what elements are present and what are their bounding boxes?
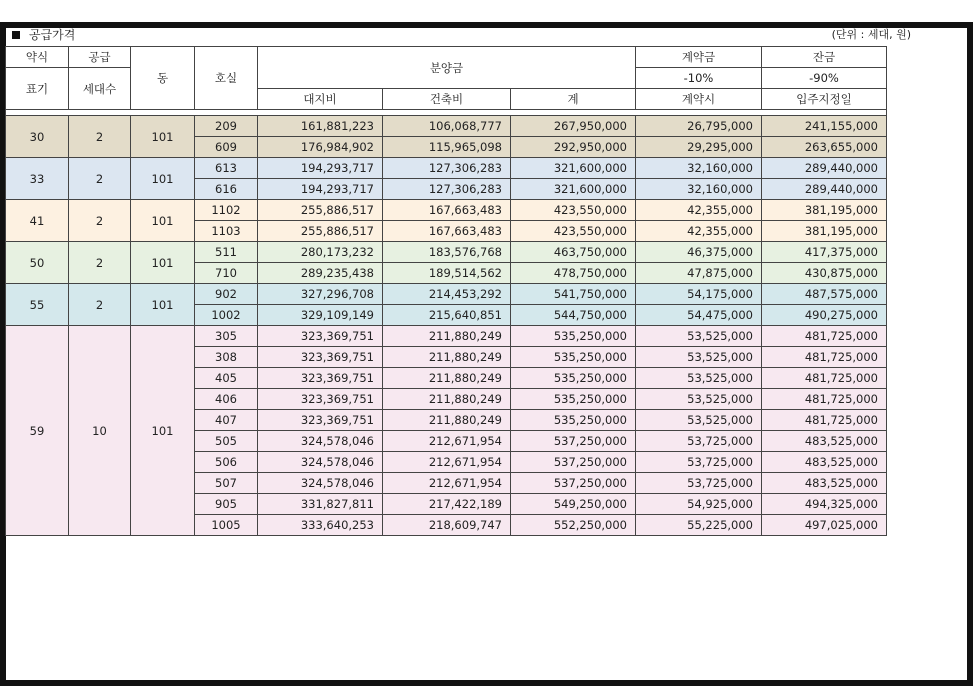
deposit-cell: 54,925,000 xyxy=(636,494,762,515)
total-cell: 537,250,000 xyxy=(511,473,636,494)
deposit-cell: 53,525,000 xyxy=(636,347,762,368)
balance-cell: 481,725,000 xyxy=(762,326,887,347)
balance-cell: 289,440,000 xyxy=(762,158,887,179)
total-cell: 267,950,000 xyxy=(511,116,636,137)
unit-no-cell: 613 xyxy=(195,158,258,179)
balance-cell: 497,025,000 xyxy=(762,515,887,536)
unit-no-cell: 405 xyxy=(195,368,258,389)
supply-count-cell: 2 xyxy=(69,158,131,200)
header-balance: 잔금 xyxy=(762,47,887,68)
balance-cell: 417,375,000 xyxy=(762,242,887,263)
total-cell: 321,600,000 xyxy=(511,179,636,200)
unit-no-cell: 506 xyxy=(195,452,258,473)
total-cell: 535,250,000 xyxy=(511,389,636,410)
unit-no-cell: 1102 xyxy=(195,200,258,221)
unit-no-cell: 406 xyxy=(195,389,258,410)
land-cost-cell: 329,109,149 xyxy=(258,305,383,326)
deposit-cell: 32,160,000 xyxy=(636,179,762,200)
table-row xyxy=(6,242,887,263)
total-cell: 537,250,000 xyxy=(511,452,636,473)
balance-cell: 481,725,000 xyxy=(762,368,887,389)
land-cost-cell: 324,578,046 xyxy=(258,452,383,473)
building-cost-cell: 218,609,747 xyxy=(383,515,511,536)
section-title xyxy=(12,26,75,43)
land-cost-cell: 323,369,751 xyxy=(258,368,383,389)
type-cell: 30 xyxy=(6,116,69,158)
unit-no-cell: 511 xyxy=(195,242,258,263)
header-sale-price: 분양금 xyxy=(258,47,636,89)
balance-cell: 430,875,000 xyxy=(762,263,887,284)
total-cell: 463,750,000 xyxy=(511,242,636,263)
land-cost-cell: 161,881,223 xyxy=(258,116,383,137)
dong-cell: 101 xyxy=(131,242,195,284)
table-row xyxy=(6,200,887,221)
building-cost-cell: 127,306,283 xyxy=(383,179,511,200)
header-supply-bottom: 세대수 xyxy=(69,68,131,110)
unit-no-cell: 1103 xyxy=(195,221,258,242)
deposit-cell: 53,525,000 xyxy=(636,368,762,389)
unit-no-cell: 209 xyxy=(195,116,258,137)
balance-cell: 490,275,000 xyxy=(762,305,887,326)
header-dong: 동 xyxy=(131,47,195,110)
balance-cell: 381,195,000 xyxy=(762,200,887,221)
header-supply-top: 공급 xyxy=(69,47,131,68)
deposit-cell: 54,175,000 xyxy=(636,284,762,305)
header-deposit: 계약금 xyxy=(636,47,762,68)
land-cost-cell: 323,369,751 xyxy=(258,326,383,347)
building-cost-cell: 211,880,249 xyxy=(383,347,511,368)
balance-cell: 241,155,000 xyxy=(762,116,887,137)
header-unit-no: 호실 xyxy=(195,47,258,110)
building-cost-cell: 212,671,954 xyxy=(383,473,511,494)
header-deposit-pct: -10% xyxy=(636,68,762,89)
land-cost-cell: 280,173,232 xyxy=(258,242,383,263)
total-cell: 537,250,000 xyxy=(511,431,636,452)
header-land: 대지비 xyxy=(258,89,383,110)
type-cell: 33 xyxy=(6,158,69,200)
building-cost-cell: 212,671,954 xyxy=(383,452,511,473)
table-row xyxy=(6,158,887,179)
building-cost-cell: 183,576,768 xyxy=(383,242,511,263)
supply-count-cell: 2 xyxy=(69,200,131,242)
land-cost-cell: 289,235,438 xyxy=(258,263,383,284)
total-cell: 541,750,000 xyxy=(511,284,636,305)
total-cell: 535,250,000 xyxy=(511,410,636,431)
table-row xyxy=(6,284,887,305)
land-cost-cell: 333,640,253 xyxy=(258,515,383,536)
balance-cell: 483,525,000 xyxy=(762,452,887,473)
total-cell: 544,750,000 xyxy=(511,305,636,326)
total-cell: 535,250,000 xyxy=(511,368,636,389)
table-row xyxy=(6,116,887,137)
land-cost-cell: 194,293,717 xyxy=(258,158,383,179)
balance-cell: 481,725,000 xyxy=(762,347,887,368)
building-cost-cell: 115,965,098 xyxy=(383,137,511,158)
land-cost-cell: 324,578,046 xyxy=(258,473,383,494)
square-bullet-icon xyxy=(12,31,20,39)
unit-no-cell: 407 xyxy=(195,410,258,431)
deposit-cell: 32,160,000 xyxy=(636,158,762,179)
deposit-cell: 54,475,000 xyxy=(636,305,762,326)
deposit-cell: 42,355,000 xyxy=(636,221,762,242)
total-cell: 423,550,000 xyxy=(511,221,636,242)
building-cost-cell: 212,671,954 xyxy=(383,431,511,452)
balance-cell: 381,195,000 xyxy=(762,221,887,242)
deposit-cell: 42,355,000 xyxy=(636,200,762,221)
total-cell: 535,250,000 xyxy=(511,347,636,368)
deposit-cell: 29,295,000 xyxy=(636,137,762,158)
balance-cell: 289,440,000 xyxy=(762,179,887,200)
deposit-cell: 53,525,000 xyxy=(636,389,762,410)
header-deposit-when: 계약시 xyxy=(636,89,762,110)
building-cost-cell: 106,068,777 xyxy=(383,116,511,137)
total-cell: 549,250,000 xyxy=(511,494,636,515)
total-cell: 423,550,000 xyxy=(511,200,636,221)
deposit-cell: 53,725,000 xyxy=(636,431,762,452)
unit-no-cell: 710 xyxy=(195,263,258,284)
balance-cell: 263,655,000 xyxy=(762,137,887,158)
balance-cell: 481,725,000 xyxy=(762,389,887,410)
dong-cell: 101 xyxy=(131,158,195,200)
header-balance-pct: -90% xyxy=(762,68,887,89)
deposit-cell: 47,875,000 xyxy=(636,263,762,284)
land-cost-cell: 323,369,751 xyxy=(258,347,383,368)
land-cost-cell: 255,886,517 xyxy=(258,200,383,221)
header-building: 건축비 xyxy=(383,89,511,110)
total-cell: 321,600,000 xyxy=(511,158,636,179)
land-cost-cell: 327,296,708 xyxy=(258,284,383,305)
unit-no-cell: 905 xyxy=(195,494,258,515)
type-cell: 55 xyxy=(6,284,69,326)
dong-cell: 101 xyxy=(131,200,195,242)
land-cost-cell: 331,827,811 xyxy=(258,494,383,515)
balance-cell: 494,325,000 xyxy=(762,494,887,515)
supply-count-cell: 2 xyxy=(69,116,131,158)
deposit-cell: 53,525,000 xyxy=(636,410,762,431)
building-cost-cell: 127,306,283 xyxy=(383,158,511,179)
total-cell: 535,250,000 xyxy=(511,326,636,347)
land-cost-cell: 324,578,046 xyxy=(258,431,383,452)
header-type-top: 약식 xyxy=(6,47,69,68)
type-cell: 50 xyxy=(6,242,69,284)
header-row-1 xyxy=(6,47,887,68)
building-cost-cell: 214,453,292 xyxy=(383,284,511,305)
balance-cell: 487,575,000 xyxy=(762,284,887,305)
balance-cell: 481,725,000 xyxy=(762,410,887,431)
deposit-cell: 26,795,000 xyxy=(636,116,762,137)
land-cost-cell: 323,369,751 xyxy=(258,410,383,431)
header-balance-when: 입주지정일 xyxy=(762,89,887,110)
building-cost-cell: 167,663,483 xyxy=(383,221,511,242)
unit-note: (단위 : 세대, 원) xyxy=(831,28,911,41)
land-cost-cell: 323,369,751 xyxy=(258,389,383,410)
building-cost-cell: 215,640,851 xyxy=(383,305,511,326)
section-title-text: 공급가격 xyxy=(29,28,76,42)
balance-cell: 483,525,000 xyxy=(762,473,887,494)
unit-no-cell: 505 xyxy=(195,431,258,452)
header-type-bottom: 표기 xyxy=(6,68,69,110)
building-cost-cell: 211,880,249 xyxy=(383,326,511,347)
land-cost-cell: 194,293,717 xyxy=(258,179,383,200)
balance-cell: 483,525,000 xyxy=(762,431,887,452)
total-cell: 478,750,000 xyxy=(511,263,636,284)
deposit-cell: 55,225,000 xyxy=(636,515,762,536)
supply-count-cell: 10 xyxy=(69,326,131,536)
building-cost-cell: 211,880,249 xyxy=(383,368,511,389)
deposit-cell: 53,525,000 xyxy=(636,326,762,347)
type-cell: 59 xyxy=(6,326,69,536)
unit-no-cell: 616 xyxy=(195,179,258,200)
land-cost-cell: 255,886,517 xyxy=(258,221,383,242)
land-cost-cell: 176,984,902 xyxy=(258,137,383,158)
unit-no-cell: 507 xyxy=(195,473,258,494)
supply-count-cell: 2 xyxy=(69,284,131,326)
supply-price-table xyxy=(5,46,887,536)
unit-no-cell: 902 xyxy=(195,284,258,305)
building-cost-cell: 211,880,249 xyxy=(383,410,511,431)
dong-cell: 101 xyxy=(131,326,195,536)
building-cost-cell: 167,663,483 xyxy=(383,200,511,221)
unit-no-cell: 609 xyxy=(195,137,258,158)
building-cost-cell: 189,514,562 xyxy=(383,263,511,284)
deposit-cell: 46,375,000 xyxy=(636,242,762,263)
dong-cell: 101 xyxy=(131,116,195,158)
type-cell: 41 xyxy=(6,200,69,242)
building-cost-cell: 217,422,189 xyxy=(383,494,511,515)
unit-no-cell: 1005 xyxy=(195,515,258,536)
deposit-cell: 53,725,000 xyxy=(636,473,762,494)
header-total: 계 xyxy=(511,89,636,110)
table-row xyxy=(6,326,887,347)
supply-count-cell: 2 xyxy=(69,242,131,284)
unit-no-cell: 308 xyxy=(195,347,258,368)
deposit-cell: 53,725,000 xyxy=(636,452,762,473)
building-cost-cell: 211,880,249 xyxy=(383,389,511,410)
unit-no-cell: 1002 xyxy=(195,305,258,326)
total-cell: 292,950,000 xyxy=(511,137,636,158)
dong-cell: 101 xyxy=(131,284,195,326)
total-cell: 552,250,000 xyxy=(511,515,636,536)
unit-no-cell: 305 xyxy=(195,326,258,347)
